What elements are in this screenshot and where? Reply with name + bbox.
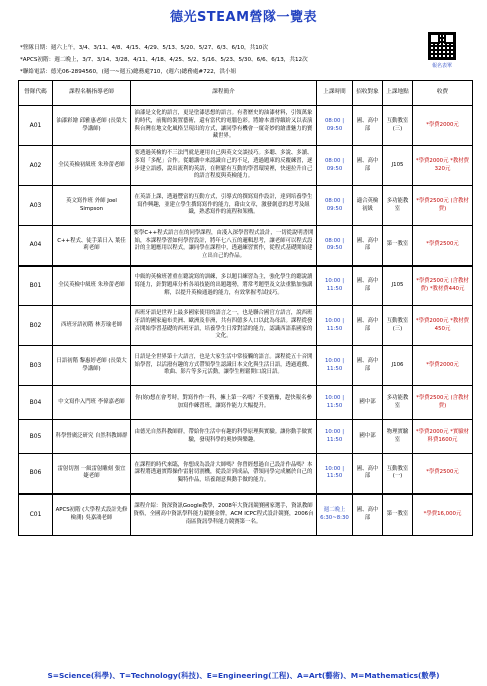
header-intro: 課程簡介 xyxy=(131,81,317,106)
course-fee: *學費2500元 xyxy=(413,226,473,266)
course-name: 西班牙語初階 林芳瑜老師 xyxy=(53,306,131,346)
code: C01 xyxy=(19,494,53,536)
course-target: 國、高中部 xyxy=(353,226,383,266)
course-time: 10:00 | 11:50 xyxy=(317,266,353,306)
course-intro: 日語是全世界第十大語言，也是大家生活中常接觸的語言。課程從五十音開始學習，以活潑有趣的方式帶領學生認識日本文化與生活日語，透過遊戲、歌曲、影片等多元活動，讓學生輕鬆開口說日語。 xyxy=(131,346,317,386)
course-place: J105 xyxy=(383,266,413,306)
course-target: 國、高中部 xyxy=(353,346,383,386)
course-fee: *學費2500元 xyxy=(413,454,473,494)
header-time: 上課時間 xyxy=(317,81,353,106)
course-name: 科學營廣泛研究 自然科教師群 xyxy=(53,420,131,454)
table-row xyxy=(19,306,473,346)
table-row xyxy=(19,386,473,420)
code: A01 xyxy=(19,106,53,146)
course-place: 互動教室(一) xyxy=(383,454,413,494)
course-fee: *學費2500元 (含教材費) xyxy=(413,386,473,420)
course-name: 中文寫作入門班 李偉嘉老師 xyxy=(53,386,131,420)
course-target: 國、高中部 xyxy=(353,306,383,346)
code: B01 xyxy=(19,266,53,306)
course-name: 雷射切割 一級雷射雕刻 張宜婕老師 xyxy=(53,454,131,494)
code: B05 xyxy=(19,420,53,454)
course-time: 10:00 | 11:50 xyxy=(317,386,353,420)
course-fee: *學費2500元 (含教材費) xyxy=(413,186,473,226)
steam-legend: S=Science(科學)、T=Technology(科技)、E=Engineering(工程)、A=Art(藝術)、M=Mathematics(數學) xyxy=(47,671,440,680)
code: B03 xyxy=(19,346,53,386)
course-name: 油漆彩繪 邱雅惠老師 (長榮大學講師) xyxy=(53,106,131,146)
notice-apcs-dates: *APCS初階：週二晚上，3/7、3/14、3/28、4/11、4/18、4/25、5/2、5/16、5/23、5/30、6/6、6/13，共12次 xyxy=(20,57,308,63)
header-fee: 收費 xyxy=(413,81,473,106)
course-target: 國、高中部 xyxy=(353,266,383,306)
table-row xyxy=(19,494,473,536)
course-place: 物理實驗室 xyxy=(383,420,413,454)
header-code: 營隊代碼 xyxy=(19,81,53,106)
course-table xyxy=(18,80,473,536)
course-intro: 油漆是文化的語言，更是塗漆思想的語言。有著歷史的油漆材料，引領萬象的時代，前衛的裝置藝術，還有當代的電腦色彩。將繪本畫得繽紛又以表演與台灣在地文化風格呈現出的方式，讓同學有機會一窺奇妙的繪畫魅力的寶藏世界。 xyxy=(131,106,317,146)
course-time: 08:00 | 09:50 xyxy=(317,106,353,146)
course-name: 全民英檢中級班 朱珍蕾老師 xyxy=(53,266,131,306)
table-row xyxy=(19,266,473,306)
code: A03 xyxy=(19,186,53,226)
course-name: C++程式、徒手菜日入 葉佳莉老師 xyxy=(53,226,131,266)
course-fee: *學費2000元 *實驗材料費1600元 xyxy=(413,420,473,454)
course-fee: *學費2000元 xyxy=(413,106,473,146)
course-target: 國、高中部 xyxy=(353,146,383,186)
course-time: 週二晚上 6:30~8:30 xyxy=(317,494,353,536)
course-time: 10:00 | 11:50 xyxy=(317,346,353,386)
qr-label[interactable]: 報名表單 xyxy=(431,63,452,69)
course-place: 多功能教室 xyxy=(383,186,413,226)
notice-block xyxy=(20,42,420,78)
course-target: 國中部 xyxy=(353,386,383,420)
course-target: 國、高中部 xyxy=(353,106,383,146)
course-fee: *學費16,000元 xyxy=(413,494,473,536)
course-place: 互動教室(三) xyxy=(383,106,413,146)
course-time: 08:00 | 09:50 xyxy=(317,186,353,226)
code: A04 xyxy=(19,226,53,266)
course-time: 08:00 | 09:50 xyxy=(317,146,353,186)
course-name: 全民英檢初級班 朱珍蕾老師 xyxy=(53,146,131,186)
course-intro: 要透過英檢的不三法門就是運用自己與英文交談技巧。多聽、多說、多讀、多寫「多配」合作。從聽講中來認識自己的不足，透過題庫的反覆練習，逐步建立語感，說出流利的英語，在輕鬆有互動的學習環境裡，快速拉升自己的語言程度與英檢能力。 xyxy=(131,146,317,186)
table-row xyxy=(19,420,473,454)
course-time: 10:00 | 11:50 xyxy=(317,420,353,454)
course-intro: 在課程的時代來臨，你想成為設計大師嗎？你曾經想過自己設計作品嗎？本課程將透過實際操作雷射切割機，從設計到成品，帶領同學完成屬於自己的獨特作品，培養創意與動手做的能力。 xyxy=(131,454,317,494)
course-fee: *學費2000元 *教材費450元 xyxy=(413,306,473,346)
course-fee: *學費2000元 *教材費320元 xyxy=(413,146,473,186)
qr-code-icon[interactable] xyxy=(428,32,456,60)
notice-camp-dates: *營隊日期：週六上午，3/4、3/11、4/8、4/15、4/29、5/13、5/20、5/27、6/3、6/10，共10次 xyxy=(20,45,268,51)
course-target: 國、高中部 xyxy=(353,494,383,536)
course-time: 10:00 | 11:50 xyxy=(317,306,353,346)
page-title: 德光STEAM營隊一覽表 xyxy=(169,10,318,25)
code: B06 xyxy=(19,454,53,494)
course-place: 第一教室 xyxy=(383,226,413,266)
table-row xyxy=(19,106,473,146)
course-place: 多功能教室 xyxy=(383,386,413,420)
course-intro: 你(妳)想在會考時，對寫作作一科，擁上第一名嗎？不要猶豫，趕快報名參加寫作練習班，讓寫作能力大幅提升。 xyxy=(131,386,317,420)
course-name: 日語初階 黎惠婷老師 (長榮大學講師) xyxy=(53,346,131,386)
course-intro: 課程介紹：資深資訊Google教學，2008年大資訊競賽國家選手，資訊教師資格，全國高中資訊學科能力競賽金牌，ACM ICPC程式設計競賽，2006台南區資訊學科能力競賽第一名。 xyxy=(131,494,317,536)
course-intro: 要學C++程式語言在的同學課程，由淺入深學習程式設計，一切從說明書開始，本課程學習如何學習設計，將年七八五的邏輯思考，讓老師可以程式設計的主題應用以程式，讓同學在課程中，透過練習實作，從程式基礎開始建立出自己的作品。 xyxy=(131,226,317,266)
table-header-row xyxy=(19,81,473,106)
course-fee: *學費2000元 xyxy=(413,346,473,386)
course-name: 英文寫作班 外師 Joel Simpson xyxy=(53,186,131,226)
course-intro: 由德光自然科教師群，帶給你生活中有趣的科學原理與實驗。讓你動手做實驗，發現科學的奧妙與樂趣。 xyxy=(131,420,317,454)
course-place: J105 xyxy=(383,146,413,186)
course-intro: 西班牙語是世界上最多國家使用的語言之一，也是聯合國官方語言，說西班牙語的國家遍布美洲、歐洲及非洲，共有四億多人口以此為母語。課程從發音開始學習基礎的西班牙語，培養學生日常對話的能力，認識西語系國家的文化。 xyxy=(131,306,317,346)
course-place: J106 xyxy=(383,346,413,386)
code: A02 xyxy=(19,146,53,186)
header-target: 招收對象 xyxy=(353,81,383,106)
table-row xyxy=(19,186,473,226)
course-fee: *學費2500元 (含教材費) *教材費440元 xyxy=(413,266,473,306)
course-time: 10:00 | 11:50 xyxy=(317,454,353,494)
code: B04 xyxy=(19,386,53,420)
course-target: 國、高中部 xyxy=(353,454,383,494)
course-place: 第一教室 xyxy=(383,494,413,536)
course-target: 國中部 xyxy=(353,420,383,454)
course-intro: 在英語上課，透過豐富的互動方式，引導式的撰寫寫作設計，達到培養學生寫作興趣，並建立學生撰寫寫作的能力，藉由文章，激發創意的思考及組織，熟悉寫作的流程和架構。 xyxy=(131,186,317,226)
course-intro: 中級的英檢班著重在聽說寫的訓練，多以題目練習為主，強化學生的聽說讀寫能力，針對題庫分析各項技能的出題趨勢，將常考題型及文法重點加強講解，以提升英檢通過的能力，有效掌握考試技巧。 xyxy=(131,266,317,306)
course-target: 適合英檢初級 xyxy=(353,186,383,226)
course-time: 08:00 | 09:50 xyxy=(317,226,353,266)
header-place: 上課地點 xyxy=(383,81,413,106)
course-place: 互動教室(三) xyxy=(383,306,413,346)
table-row xyxy=(19,226,473,266)
code: B02 xyxy=(19,306,53,346)
course-name: APCS初階 (大學程式設計先修檢測) 吳嘉鴻老師 xyxy=(53,494,131,536)
table-row xyxy=(19,346,473,386)
table-row xyxy=(19,146,473,186)
notice-contact: *聯絡電話：德光06-2894560，(週一~週五)總務處710，(週六)總務處#722，洪小姐 xyxy=(20,69,237,75)
header-name: 課程名稱指導老師 xyxy=(53,81,131,106)
table-row xyxy=(19,454,473,494)
